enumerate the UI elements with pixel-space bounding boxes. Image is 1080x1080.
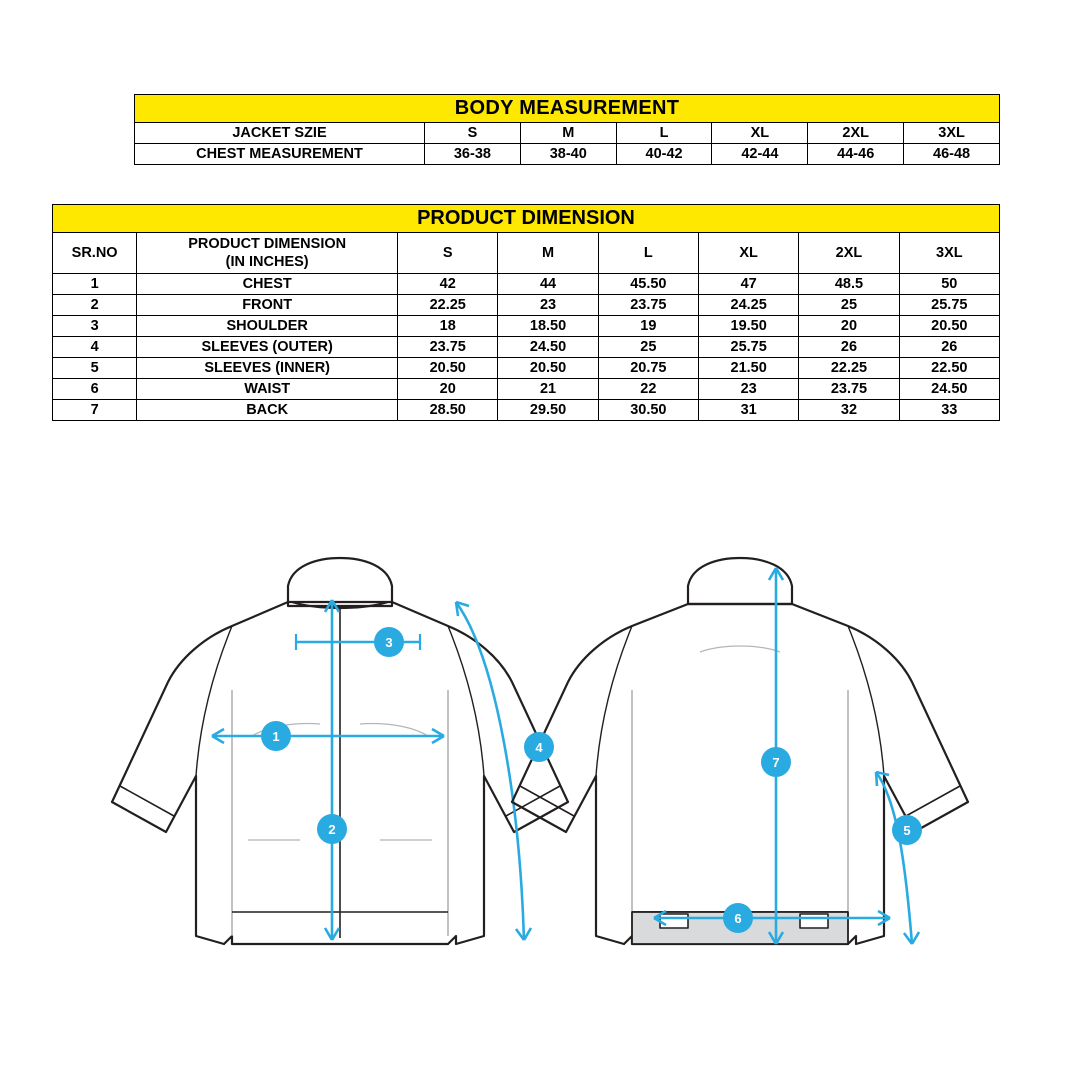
cell: 24.50 (899, 379, 999, 400)
header-dimension-line2: (IN INCHES) (225, 254, 309, 271)
cell-srno: 3 (53, 316, 137, 337)
cell-name: CHEST (137, 274, 398, 295)
marker-4-label: 4 (535, 740, 543, 755)
cell: 38-40 (520, 144, 616, 165)
cell-srno: 7 (53, 400, 137, 421)
header-size: 3XL (899, 233, 999, 274)
marker-2 (317, 814, 347, 844)
product-dimension-header-row (53, 233, 1000, 274)
cell: 44 (498, 274, 598, 295)
body-measurement-title: BODY MEASUREMENT (135, 95, 1000, 123)
marker-7-label: 7 (772, 755, 780, 770)
cell-name: FRONT (137, 295, 398, 316)
cell: 22 (598, 379, 698, 400)
cell: 20.50 (498, 358, 598, 379)
cell: 3XL (904, 123, 1000, 144)
cell: 42 (398, 274, 498, 295)
table-row (53, 358, 1000, 379)
header-dimension (137, 233, 398, 274)
cell: 28.50 (398, 400, 498, 421)
cell: 50 (899, 274, 999, 295)
row-label: CHEST MEASUREMENT (135, 144, 425, 165)
marker-1 (261, 721, 291, 751)
cell: 22.25 (398, 295, 498, 316)
cell-srno: 5 (53, 358, 137, 379)
cell: 42-44 (712, 144, 808, 165)
row-label: JACKET SZIE (135, 123, 425, 144)
cell: 18.50 (498, 316, 598, 337)
marker-5-label: 5 (903, 823, 911, 838)
cell: 44-46 (808, 144, 904, 165)
cell: 20.75 (598, 358, 698, 379)
header-size: S (398, 233, 498, 274)
cell: 2XL (808, 123, 904, 144)
product-dimension-title: PRODUCT DIMENSION (53, 205, 1000, 233)
cell: 32 (799, 400, 899, 421)
marker-badges (261, 627, 922, 933)
header-dimension-line1: PRODUCT DIMENSION (188, 236, 347, 252)
cell: 47 (699, 274, 799, 295)
cell-name: SHOULDER (137, 316, 398, 337)
marker-6-label: 6 (734, 911, 742, 926)
cell: 25 (799, 295, 899, 316)
header-size: 2XL (799, 233, 899, 274)
marker-3 (374, 627, 404, 657)
cell: S (425, 123, 521, 144)
body-measurement-table (134, 94, 1000, 165)
cell: M (520, 123, 616, 144)
table-row (53, 274, 1000, 295)
cell: 25.75 (899, 295, 999, 316)
product-dimension-title-row (53, 205, 1000, 233)
table-row (53, 316, 1000, 337)
cell: 20.50 (899, 316, 999, 337)
cell-name: WAIST (137, 379, 398, 400)
header-size: XL (699, 233, 799, 274)
cell: 18 (398, 316, 498, 337)
cell: 33 (899, 400, 999, 421)
cell: 45.50 (598, 274, 698, 295)
cell: 19.50 (699, 316, 799, 337)
cell: 46-48 (904, 144, 1000, 165)
cell: 26 (899, 337, 999, 358)
cell: 24.25 (699, 295, 799, 316)
cell: 25.75 (699, 337, 799, 358)
table-row (53, 400, 1000, 421)
cell-name: SLEEVES (INNER) (137, 358, 398, 379)
cell: 23 (699, 379, 799, 400)
marker-6 (723, 903, 753, 933)
cell: 40-42 (616, 144, 712, 165)
body-measurement-title-row (135, 95, 1000, 123)
cell-srno: 1 (53, 274, 137, 295)
cell-name: BACK (137, 400, 398, 421)
cell-srno: 6 (53, 379, 137, 400)
cell: 19 (598, 316, 698, 337)
product-dimension-table (52, 204, 1000, 421)
marker-4 (524, 732, 554, 762)
cell: 22.25 (799, 358, 899, 379)
cell: 21.50 (699, 358, 799, 379)
cell: 23.75 (598, 295, 698, 316)
cell: 26 (799, 337, 899, 358)
cell: 30.50 (598, 400, 698, 421)
cell: 36-38 (425, 144, 521, 165)
cell: 25 (598, 337, 698, 358)
table-row (53, 295, 1000, 316)
marker-7 (761, 747, 791, 777)
cell-srno: 4 (53, 337, 137, 358)
cell: 24.50 (498, 337, 598, 358)
cell: 29.50 (498, 400, 598, 421)
cell: L (616, 123, 712, 144)
jacket-back-view (512, 558, 968, 944)
table-row (53, 379, 1000, 400)
cell: 21 (498, 379, 598, 400)
cell: XL (712, 123, 808, 144)
cell-name: SLEEVES (OUTER) (137, 337, 398, 358)
jacket-illustration (0, 540, 1080, 1080)
cell: 23 (498, 295, 598, 316)
marker-3-label: 3 (385, 635, 393, 650)
table-row (53, 337, 1000, 358)
cell: 23.75 (799, 379, 899, 400)
marker-2-label: 2 (328, 822, 336, 837)
marker-1-label: 1 (272, 729, 280, 744)
cell: 20 (398, 379, 498, 400)
header-size: L (598, 233, 698, 274)
table-row (135, 144, 1000, 165)
cell: 31 (699, 400, 799, 421)
header-size: M (498, 233, 598, 274)
cell: 22.50 (899, 358, 999, 379)
cell: 20.50 (398, 358, 498, 379)
cell-srno: 2 (53, 295, 137, 316)
cell: 48.5 (799, 274, 899, 295)
cell: 23.75 (398, 337, 498, 358)
table-row (135, 123, 1000, 144)
jacket-front-view (112, 558, 568, 944)
cell: 20 (799, 316, 899, 337)
header-srno: SR.NO (53, 233, 137, 274)
marker-5 (892, 815, 922, 845)
